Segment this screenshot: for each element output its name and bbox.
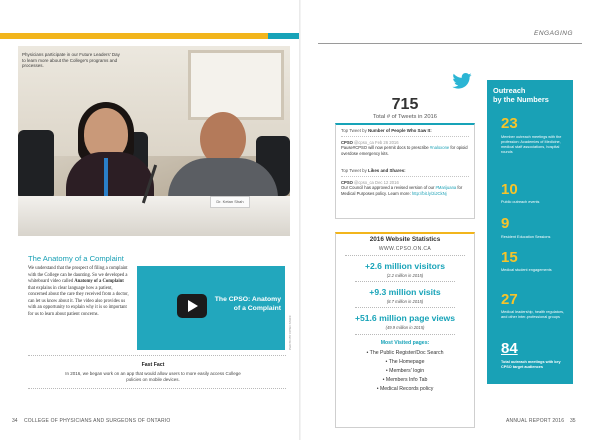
- outreach-panel: [487, 80, 573, 384]
- body-text: [28, 266, 130, 318]
- twitter-bird-icon: [451, 73, 473, 89]
- photo-nameplate: Dr. Ketan Shah: [210, 196, 250, 208]
- divider: [28, 388, 286, 389]
- divider: [355, 281, 455, 282]
- page-gutter: [299, 0, 301, 440]
- most-visited-title: Most Visited pages:: [380, 340, 430, 346]
- tweet-handle: CPSO: [341, 140, 353, 145]
- top-tweet-label-prefix: Top Tweet by: [341, 168, 369, 173]
- most-visited-item: • Medical Records policy: [376, 386, 434, 392]
- stat-page-views-prev: (49.9 million in 2015): [385, 325, 425, 330]
- outreach-number: 9: [501, 215, 510, 232]
- tweet-text: for Medical Purposes policy. Learn more:: [341, 185, 463, 196]
- stat-visitors-prev: (2.2 million in 2015): [386, 273, 424, 278]
- body-text-part: that explains in clear language how a patient, concerned about the care they received from a doctor, can let us know about it. The video also provides us with an opportunity to explain why it is so important for us to learn about patient concerns.: [28, 285, 129, 317]
- outreach-title-line: Outreach: [493, 86, 526, 95]
- stat-page-views: +51.6 million page views: [354, 313, 456, 323]
- top-tweet-label-bold: Likes and Shares:: [368, 168, 406, 173]
- tweet-1: [341, 140, 469, 156]
- tweet-count: 715: [391, 96, 419, 113]
- tweet-2: [341, 180, 469, 196]
- photo-credit: PHOTO BY CPSO STAFF: [288, 315, 292, 350]
- outreach-text: Medical leadership, health regulators, and other inter-professional groups: [501, 310, 565, 319]
- footer-report-label: ANNUAL REPORT 2016: [506, 418, 565, 424]
- tweet-link[interactable]: http://bit.ly/2iJCkNj: [411, 190, 447, 196]
- divider: [341, 176, 469, 177]
- top-tweet-label-bold: Number of People Who Saw It:: [368, 128, 432, 133]
- outreach-total-text: Total outreach meetings with key CPSO target audiences: [501, 360, 561, 369]
- tweet-meta: @cpso_ca Feb 26 2016: [352, 140, 399, 145]
- outreach-text: Resident Education Sessions: [501, 235, 551, 239]
- tweet-text: for opioid overdose emergency kits.: [341, 145, 468, 156]
- page-number-right: 35: [570, 418, 576, 424]
- website-stats-title: 2016 Website Statistics: [369, 236, 441, 243]
- body-text-part: We understand that the prospect of filing a complaint with the College can be daunting. So we developed a whiteboard video called: [28, 266, 128, 284]
- outreach-total-number: 84: [501, 340, 518, 357]
- video-thumbnail[interactable]: [137, 266, 285, 350]
- outreach-text: Member outreach meetings with the profession: Academies of Medicine, medical staff associations, hospital rounds: [501, 135, 562, 154]
- outreach-number: 27: [501, 291, 518, 308]
- accent-bar-teal: [268, 33, 300, 39]
- tweet-text: Our Council has approved a revised version of our: [341, 185, 436, 191]
- tweet-text: Pause#CPSO will now permit docs to prescribe: [341, 145, 430, 151]
- outreach-number: 15: [501, 249, 518, 266]
- fast-fact-title: Fast Fact: [141, 362, 165, 368]
- photo-caption: Physicians participate in our Future Leaders' Day to learn more about the College's programs and processes.: [22, 52, 120, 69]
- outreach-text: Public outreach events: [501, 200, 540, 204]
- most-visited-item: • The Public Register/Doc Search: [366, 350, 444, 356]
- top-tweet-label: [341, 168, 406, 173]
- play-icon[interactable]: [177, 294, 207, 318]
- video-title: The CPSO: Anatomy of a Complaint: [214, 296, 281, 312]
- photo-chair: [18, 130, 54, 200]
- top-tweet-label: [341, 128, 432, 133]
- accent-bar-yellow: [0, 33, 268, 39]
- tweet-hashtag[interactable]: #Marijuana: [435, 185, 457, 191]
- stat-visitors: +2.6 million visitors: [365, 261, 445, 271]
- divider: [341, 136, 469, 137]
- fast-fact-text: In 2016, we began work on an app that would allow users to more easily access College policies on mobile devices.: [65, 371, 241, 382]
- most-visited-item: • Members Info Tab: [382, 377, 428, 383]
- footer-organization: COLLEGE OF PHYSICIANS AND SURGEONS OF ONTARIO: [24, 418, 171, 424]
- tweet-count-label: Total # of Tweets in 2016: [372, 114, 438, 120]
- outreach-number: 10: [501, 181, 518, 198]
- website-url[interactable]: WWW.CPSO.ON.CA: [378, 246, 432, 252]
- most-visited-item: • The Homepage: [385, 359, 425, 365]
- most-visited-item: • Members' login: [385, 368, 425, 374]
- stat-visits: +9.3 million visits: [369, 287, 441, 297]
- section-tag: ENGAGING: [534, 30, 574, 37]
- body-text-bold: Anatomy of a Complaint: [74, 279, 124, 284]
- page-number-left: 34: [12, 418, 18, 424]
- divider: [355, 307, 455, 308]
- divider: [28, 355, 286, 356]
- tweet-handle: CPSO: [341, 180, 353, 185]
- meeting-photo: [18, 46, 290, 236]
- top-tweet-label-prefix: Top Tweet by: [341, 128, 369, 133]
- tweet-hashtag[interactable]: #naloxone: [429, 145, 450, 151]
- stat-visits-prev: (8.7 million in 2015): [386, 299, 424, 304]
- divider: [355, 334, 455, 335]
- divider: [345, 255, 465, 256]
- tweet-meta: @cpso_ca Dec 12 2016: [352, 180, 399, 185]
- outreach-number: 23: [501, 115, 518, 132]
- outreach-title-line: by the Numbers: [493, 95, 549, 104]
- header-rule: [318, 43, 582, 44]
- photo-window: [188, 50, 284, 120]
- outreach-title: [493, 86, 573, 104]
- outreach-text: Medical student engagements: [501, 268, 552, 272]
- section-title: The Anatomy of a Complaint: [28, 254, 124, 263]
